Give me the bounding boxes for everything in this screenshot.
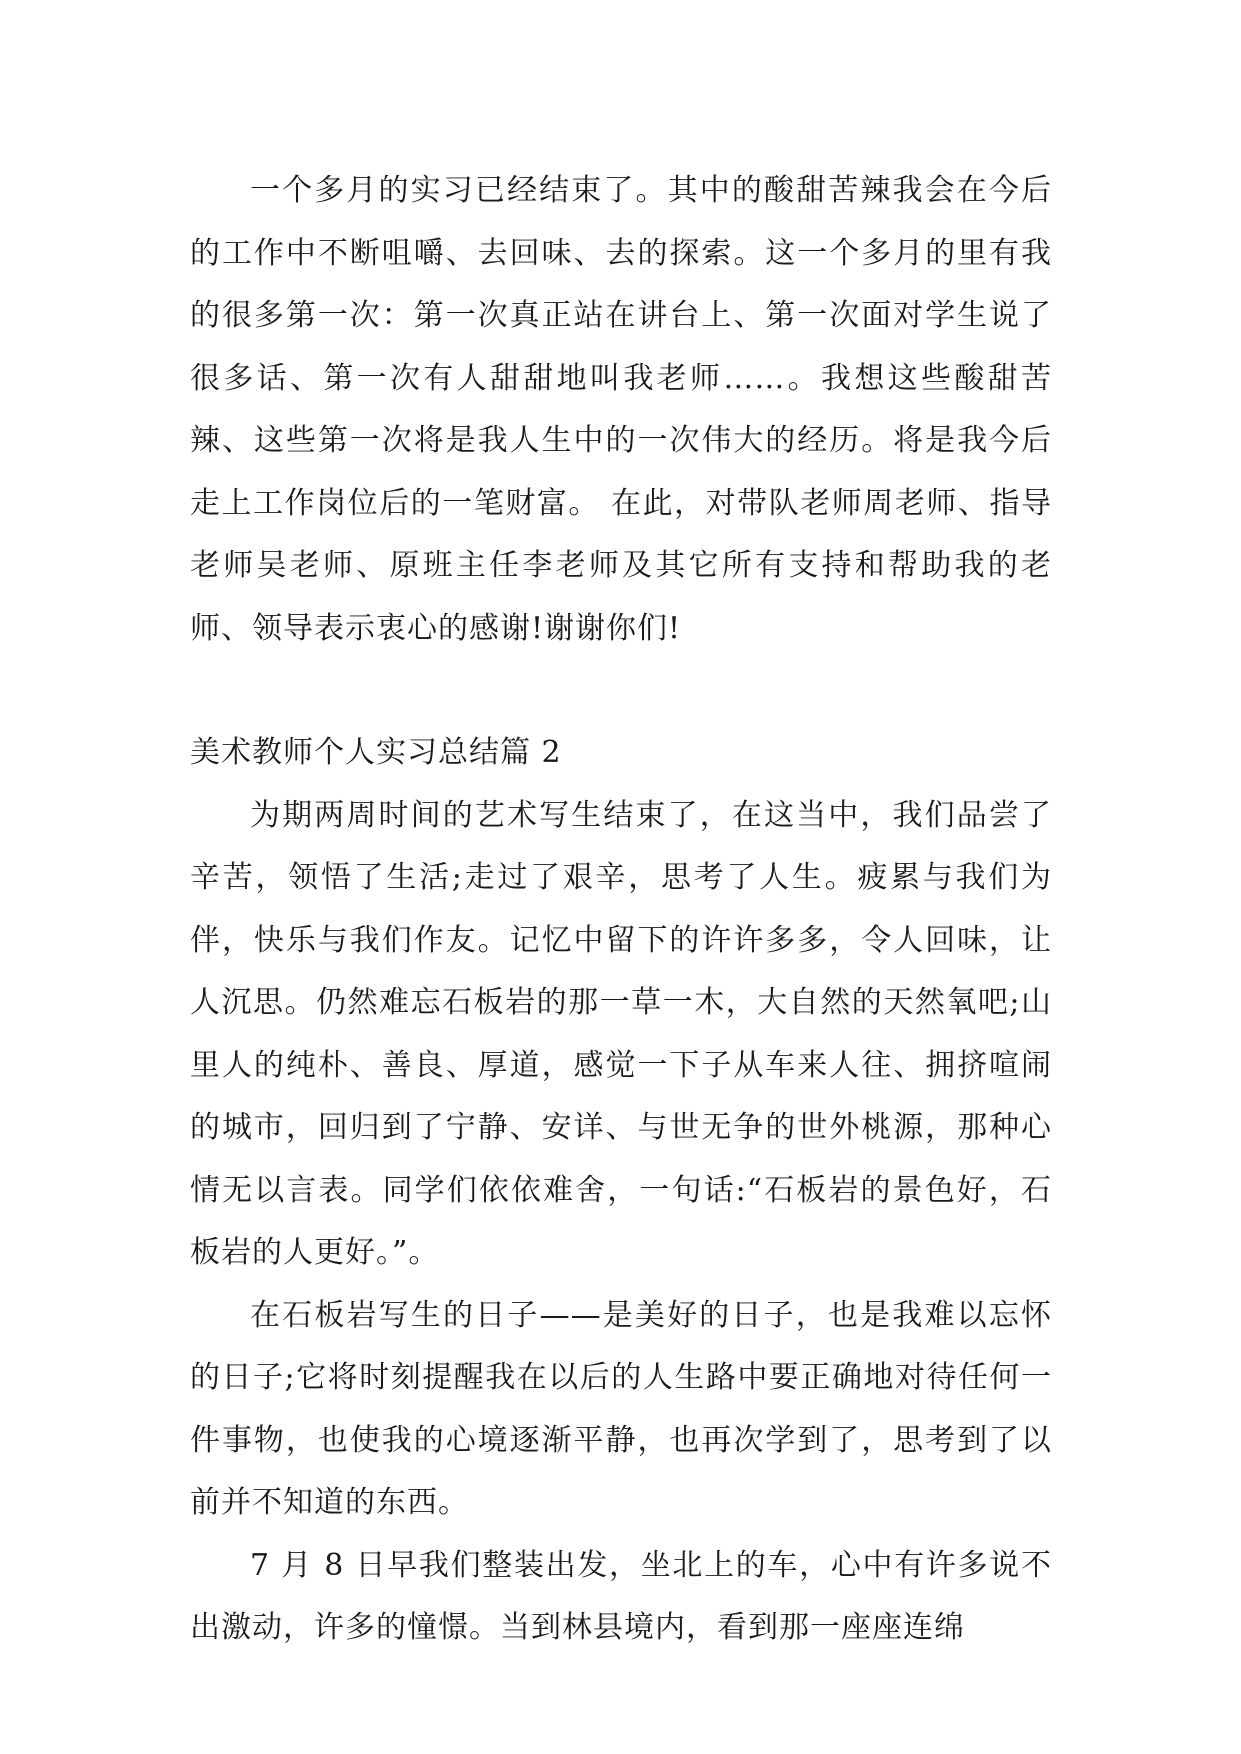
section-title: 美术教师个人实习总结篇 2 xyxy=(190,735,562,770)
body-paragraph: 一个多月的实习已经结束了。其中的酸甜苦辣我会在今后的工作中不断咀嚼、去回味、去的探索。这一个多月的里有我的很多第一次：第一次真正站在讲台上、第一次面对学生说了很多话、第一次有人甜甜地叫我老师……。我想这些酸甜苦辣、这些第一次将是我人生中的一次伟大的经历。将是我今后走上工作岗位后的一笔财富。 在此，对带队老师周老师、指导老师吴老师、原班主任李老师及其它所有支持和帮助我的老师、领导表示衷心的感谢!谢谢你们! xyxy=(190,173,1052,646)
body-paragraph: 7 月 8 日早我们整装出发，坐北上的车，心中有许多说不出激动，许多的憧憬。当到林县境内，看到那一座座连绵 xyxy=(190,1547,1052,1645)
body-paragraph: 为期两周时间的艺术写生结束了，在这当中，我们品尝了辛苦，领悟了生活;走过了艰辛，思考了人生。疲累与我们为伴，快乐与我们作友。记忆中留下的许许多多，令人回味，让人沉思。仍然难忘石板岩的那一草一木，大自然的天然氧吧;山里人的纯朴、善良、厚道，感觉一下子从车来人往、拥挤喧闹的城市，回归到了宁静、安详、与世无争的世外桃源，那种心情无以言表。同学们依依难舍，一句话:“石板岩的景色好，石板岩的人更好。”。 xyxy=(190,797,1052,1270)
body-paragraph: 在石板岩写生的日子——是美好的日子，也是我难以忘怀的日子;它将时刻提醒我在以后的人生路中要正确地对待任何一件事物，也使我的心境逐渐平静，也再次学到了，思考到了以前并不知道的东西。 xyxy=(190,1297,1052,1520)
document-page xyxy=(190,160,1052,1660)
